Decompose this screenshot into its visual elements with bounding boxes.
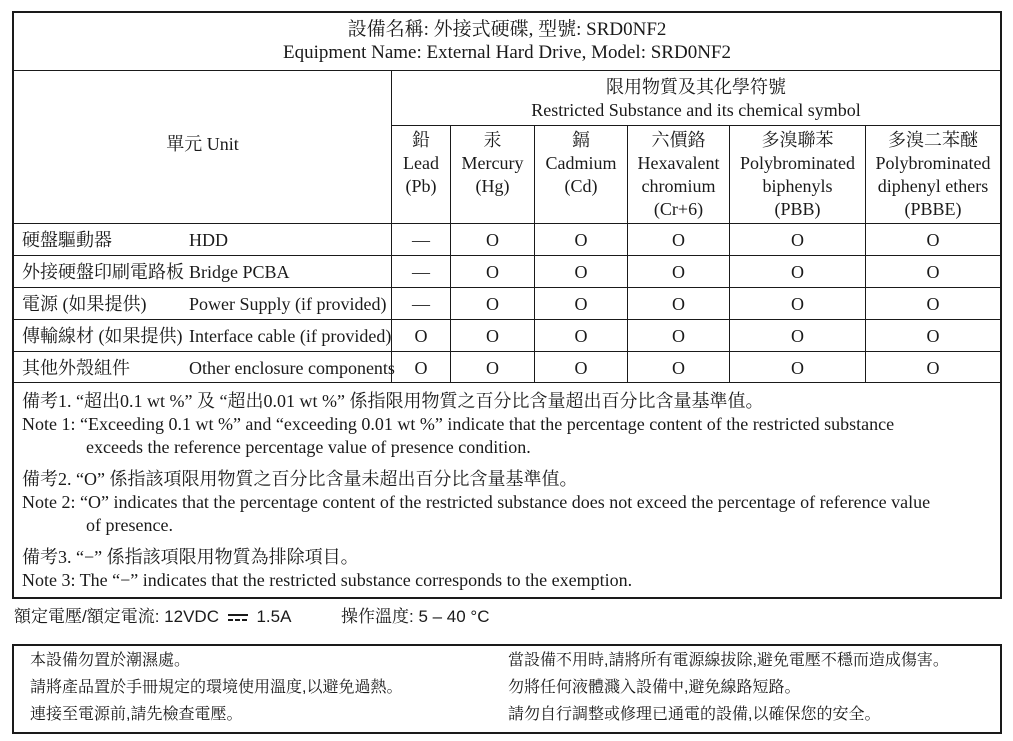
- operating-temperature: 操作溫度: 5 – 40 °C: [341, 607, 490, 626]
- mark-cell: —: [412, 294, 430, 314]
- mark-cell: O: [926, 230, 940, 250]
- substance-header-zh: 限用物質及其化學符號: [606, 77, 786, 97]
- mark-cell: O: [672, 326, 685, 346]
- divider: [14, 223, 1000, 224]
- row-label-en: Interface cable (if provided): [189, 326, 392, 346]
- dc-symbol-icon: [228, 614, 248, 622]
- safety-warnings-box: [12, 644, 1002, 734]
- column-header-hexavalent-chromium: 六價鉻 Hexavalent chromium (Cr+6): [637, 130, 720, 219]
- mark-cell: O: [486, 294, 499, 314]
- divider: [392, 125, 1000, 126]
- equipment-name-en: Equipment Name: External Hard Drive, Model: SRD0NF2: [282, 42, 731, 63]
- row-label-zh: 電源 (如果提供): [22, 294, 147, 314]
- mark-cell: O: [926, 326, 940, 346]
- mark-cell: O: [414, 358, 428, 378]
- column-header-mercury: 汞 Mercury (Hg): [461, 130, 524, 196]
- column-header-pbb: 多溴聯苯 Polybrominated biphenyls (PBB): [740, 130, 855, 219]
- note-1-en: Note 1: “Exceeding 0.1 wt %” and “exceeding 0.01 wt %” indicate that the percentage content of the restricted substance: [22, 414, 895, 434]
- row-label-en: Power Supply (if provided): [189, 294, 387, 314]
- unit-header: 單元 Unit: [166, 134, 239, 154]
- mark-cell: O: [574, 358, 588, 378]
- row-label-zh: 傳輸線材 (如果提供): [22, 326, 183, 346]
- mark-cell: O: [791, 262, 804, 282]
- warning-text: 請勿自行調整或修理已通電的設備,以確保您的安全。: [508, 706, 881, 723]
- row-label-en: Other enclosure components: [189, 358, 395, 378]
- mark-cell: O: [414, 326, 428, 346]
- mark-cell: O: [486, 262, 499, 282]
- substance-header-en: Restricted Substance and its chemical symbol: [531, 100, 861, 120]
- mark-cell: O: [672, 230, 685, 250]
- column-header-lead: 鉛 Lead (Pb): [403, 130, 439, 196]
- mark-cell: O: [574, 326, 588, 346]
- mark-cell: O: [791, 230, 804, 250]
- row-label-zh: 外接硬盤印刷電路板: [22, 262, 184, 282]
- divider: [14, 287, 1000, 288]
- rating-current: 1.5A: [256, 607, 292, 626]
- row-label-en: Bridge PCBA: [189, 262, 290, 282]
- equipment-name-zh: 設備名稱: 外接式硬碟, 型號: SRD0NF2: [347, 19, 667, 40]
- mark-cell: O: [926, 358, 940, 378]
- divider: [14, 70, 1000, 71]
- note-1-zh: 備考1. “超出0.1 wt %” 及 “超出0.01 wt %” 係指限用物質之百分比含量超出百分比含量基準值。: [22, 391, 764, 411]
- rated-voltage-current: [14, 606, 291, 628]
- mark-cell: O: [486, 326, 499, 346]
- note-1-en-cont: exceeds the reference percentage value of presence condition.: [86, 437, 531, 457]
- warning-text: 請將產品置於手冊規定的環境使用溫度,以避免過熱。: [30, 679, 403, 696]
- row-label-zh: 其他外殼組件: [22, 358, 130, 378]
- mark-cell: —: [412, 230, 430, 250]
- mark-cell: O: [672, 262, 685, 282]
- mark-cell: O: [574, 230, 588, 250]
- column-header-pbde: 多溴二苯醚 Polybrominated diphenyl ethers (PBBE): [875, 130, 991, 219]
- divider: [14, 382, 1000, 383]
- mark-cell: —: [412, 262, 430, 282]
- mark-cell: O: [486, 230, 499, 250]
- mark-cell: O: [791, 358, 804, 378]
- mark-cell: O: [791, 294, 804, 314]
- note-2-en: Note 2: “O” indicates that the percentage content of the restricted substance does not exceed the percentage of reference value: [22, 492, 931, 512]
- mark-cell: O: [574, 294, 588, 314]
- warning-text: 勿將任何液體濺入設備中,避免線路短路。: [508, 679, 801, 696]
- mark-cell: O: [486, 358, 499, 378]
- note-2-zh: 備考2. “O” 係指該項限用物質之百分比含量未超出百分比含量基準值。: [22, 469, 578, 489]
- row-label-en: HDD: [189, 230, 228, 250]
- divider: [14, 319, 1000, 320]
- warning-text: 本設備勿置於潮濕處。: [30, 652, 191, 669]
- mark-cell: O: [926, 294, 940, 314]
- mark-cell: O: [926, 262, 940, 282]
- note-3-en: Note 3: The “−” indicates that the restricted substance corresponds to the exemption.: [22, 570, 633, 590]
- mark-cell: O: [672, 358, 685, 378]
- rohs-declaration-table: [12, 11, 1002, 599]
- warning-text: 連接至電源前,請先檢查電壓。: [30, 706, 243, 723]
- divider: [14, 351, 1000, 352]
- row-label-zh: 硬盤驅動器: [22, 230, 112, 250]
- note-2-en-cont: of presence.: [86, 515, 173, 535]
- mark-cell: O: [574, 262, 588, 282]
- divider: [14, 255, 1000, 256]
- rating-label: 額定電壓/額定電流: 12VDC: [14, 607, 219, 626]
- note-3-zh: 備考3. “−” 係指該項限用物質為排除項目。: [22, 547, 359, 567]
- warning-text: 當設備不用時,請將所有電源線拔除,避免電壓不穩而造成傷害。: [508, 652, 949, 669]
- column-header-cadmium: 鎘 Cadmium (Cd): [545, 130, 617, 196]
- mark-cell: O: [791, 326, 804, 346]
- mark-cell: O: [672, 294, 685, 314]
